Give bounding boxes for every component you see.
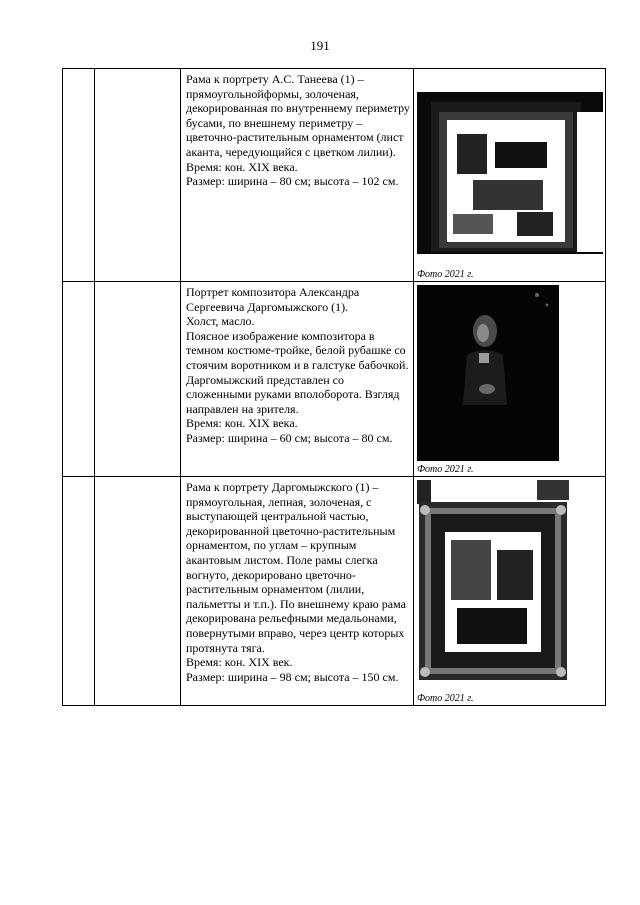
description-date: Время: кон. XIX век. [186, 655, 293, 670]
photo-frame-dargomyzhsky [417, 480, 569, 688]
cell-photo [414, 477, 606, 706]
cell-inventory [95, 282, 181, 477]
cell-inventory [95, 69, 181, 282]
photo-portrait-dargomyzhsky [417, 285, 559, 461]
cell-description [181, 282, 414, 477]
cell-description [181, 69, 414, 282]
table-row [63, 69, 606, 282]
description-date: Время: кон. XIX века. [186, 159, 298, 174]
table-row [63, 282, 606, 477]
cell-number [63, 69, 95, 282]
description-text: Поясное изображение композитора в темном костюме-тройке, белой рубашке со стоячим воротником и в галстуке бабочкой. Даргомыжский представлен со сложенными руками вполоборота. Взгляд направлен на зрителя. [186, 328, 409, 416]
registry-table [62, 68, 606, 706]
cell-photo [414, 69, 606, 282]
cell-description [181, 477, 414, 706]
description-text: Рама к портрету Даргомыжского (1) – прямоугольная, лепная, золоченая, с выступающей центральной частью, декорированной цветочно-растительным орнаментом, по углам – крупным акантовым листом. Поле рамы слегка вогнуто, декорировано цветочно-растительным орнаментом (лилии, пальметты и т.п.). По внешнему краю рама декорирована рельефными медальонами, повернутыми вправо, через центр которых протянута тяга. [186, 480, 406, 655]
photo-caption: Фото 2021 г. [417, 269, 474, 280]
description-material: Холст, масло. [186, 314, 255, 329]
photo-caption: Фото 2021 г. [417, 464, 474, 475]
page-number: 191 [310, 38, 330, 53]
cell-inventory [95, 477, 181, 706]
description-title: Портрет композитора Александра Сергеевича Даргомыжского (1). [186, 285, 360, 314]
description-text: Рама к портрету А.С. Танеева (1) – прямоугольнойформы, золоченая, декорированная по внутреннему периметру бусами, по внешнему периметру – цветочно-растительным орнаментом (лист аканта, чередующийся с цветком лилии). [186, 72, 410, 159]
description-date: Время: кон. XIX века. [186, 416, 298, 431]
description-size: Размер: ширина – 80 см; высота – 102 см. [186, 174, 399, 189]
photo-frame-taneev [417, 72, 603, 264]
cell-photo [414, 282, 606, 477]
description-size: Размер: ширина – 60 см; высота – 80 см. [186, 430, 393, 445]
cell-number [63, 282, 95, 477]
description-size: Размер: ширина – 98 см; высота – 150 см. [186, 669, 399, 684]
table-row [63, 477, 606, 706]
photo-caption: Фото 2021 г. [417, 693, 474, 704]
cell-number [63, 477, 95, 706]
